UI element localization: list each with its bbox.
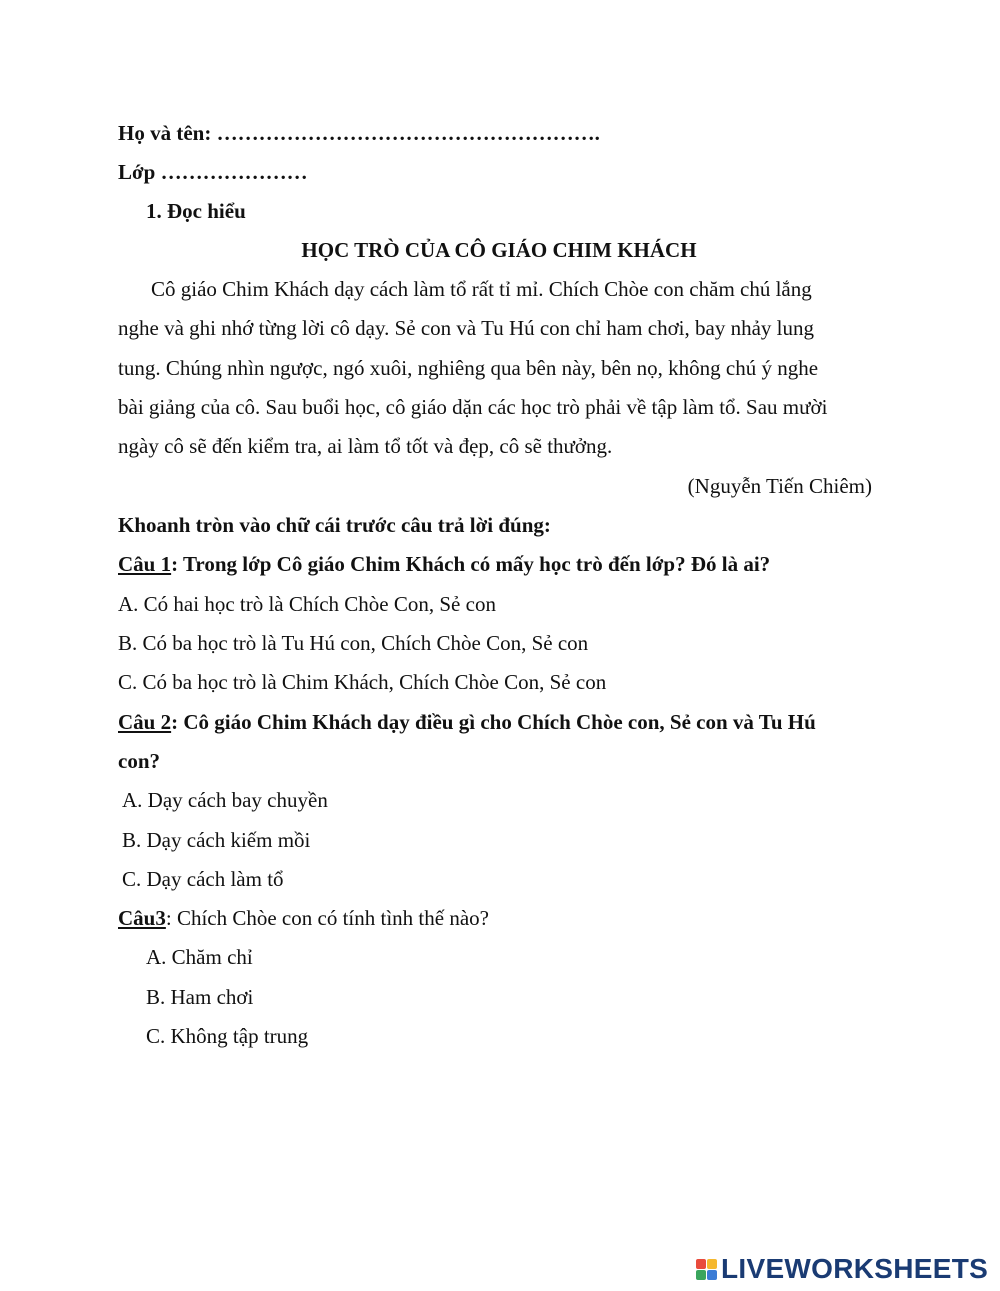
question-3	[118, 904, 880, 932]
question-3-text: : Chích Chòe con có tính tình thế nào?	[165, 906, 489, 930]
question-2-option-c[interactable]: C. Dạy cách làm tổ	[122, 867, 284, 891]
logo-square	[707, 1270, 717, 1280]
question-1-label: Câu 1	[118, 552, 172, 576]
question-3-option-a[interactable]: A. Chăm chỉ	[146, 945, 253, 969]
section-title: 1. Đọc hiểu	[146, 199, 246, 223]
question-3-option-b[interactable]: B. Ham chơi	[146, 985, 254, 1009]
story-line: nghe và ghi nhớ từng lời cô dạy. Sẻ con và Tu Hú con chỉ ham chơi, bay nhảy lung	[118, 316, 814, 340]
question-1-text: : Trong lớp Cô giáo Chim Khách có mấy học trò đến lớp? Đó là ai?	[171, 552, 771, 576]
question-2-option-b[interactable]: B. Dạy cách kiếm mồi	[122, 828, 311, 852]
question-2-text-cont: con?	[118, 749, 160, 773]
story-line: Cô giáo Chim Khách dạy cách làm tổ rất tỉ mỉ. Chích Chòe con chăm chú lắng	[151, 277, 812, 301]
name-field-label: Họ và tên: ……………………………………………….	[118, 121, 600, 145]
question-2-option-a[interactable]: A. Dạy cách bay chuyền	[122, 788, 328, 812]
question-1-option-c[interactable]: C. Có ba học trò là Chim Khách, Chích Chòe Con, Sẻ con	[118, 670, 607, 694]
liveworksheets-watermark	[696, 1254, 988, 1284]
question-2-text: : Cô giáo Chim Khách dạy điều gì cho Chích Chòe con, Sẻ con và Tu Hú	[171, 710, 816, 734]
question-1-option-a[interactable]: A. Có hai học trò là Chích Chòe Con, Sẻ con	[118, 592, 496, 616]
story-title: HỌC TRÒ CỦA CÔ GIÁO CHIM KHÁCH	[301, 238, 697, 262]
story-line: tung. Chúng nhìn ngược, ngó xuôi, nghiêng qua bên này, bên nọ, không chú ý nghe	[118, 356, 819, 380]
story-line: ngày cô sẽ đến kiểm tra, ai làm tổ tốt và đẹp, cô sẽ thưởng.	[118, 434, 613, 458]
question-2-label: Câu 2	[118, 710, 172, 734]
story-line: bài giảng của cô. Sau buổi học, cô giáo dặn các học trò phải về tập làm tổ. Sau mười	[118, 395, 828, 419]
question-2	[118, 708, 880, 736]
story-author: (Nguyễn Tiến Chiêm)	[687, 474, 872, 498]
logo-square	[696, 1270, 706, 1280]
question-3-option-c[interactable]: C. Không tập trung	[146, 1024, 309, 1048]
instructions: Khoanh tròn vào chữ cái trước câu trả lời đúng:	[118, 513, 551, 537]
liveworksheets-logo-icon	[696, 1259, 717, 1280]
logo-square	[707, 1259, 717, 1269]
question-1-option-b[interactable]: B. Có ba học trò là Tu Hú con, Chích Chòe Con, Sẻ con	[118, 631, 589, 655]
logo-square	[696, 1259, 706, 1269]
class-field-label: Lớp …………………	[118, 160, 308, 184]
question-1	[118, 550, 880, 578]
watermark-text: LIVEWORKSHEETS	[721, 1253, 989, 1284]
question-3-label: Câu3	[118, 906, 166, 930]
